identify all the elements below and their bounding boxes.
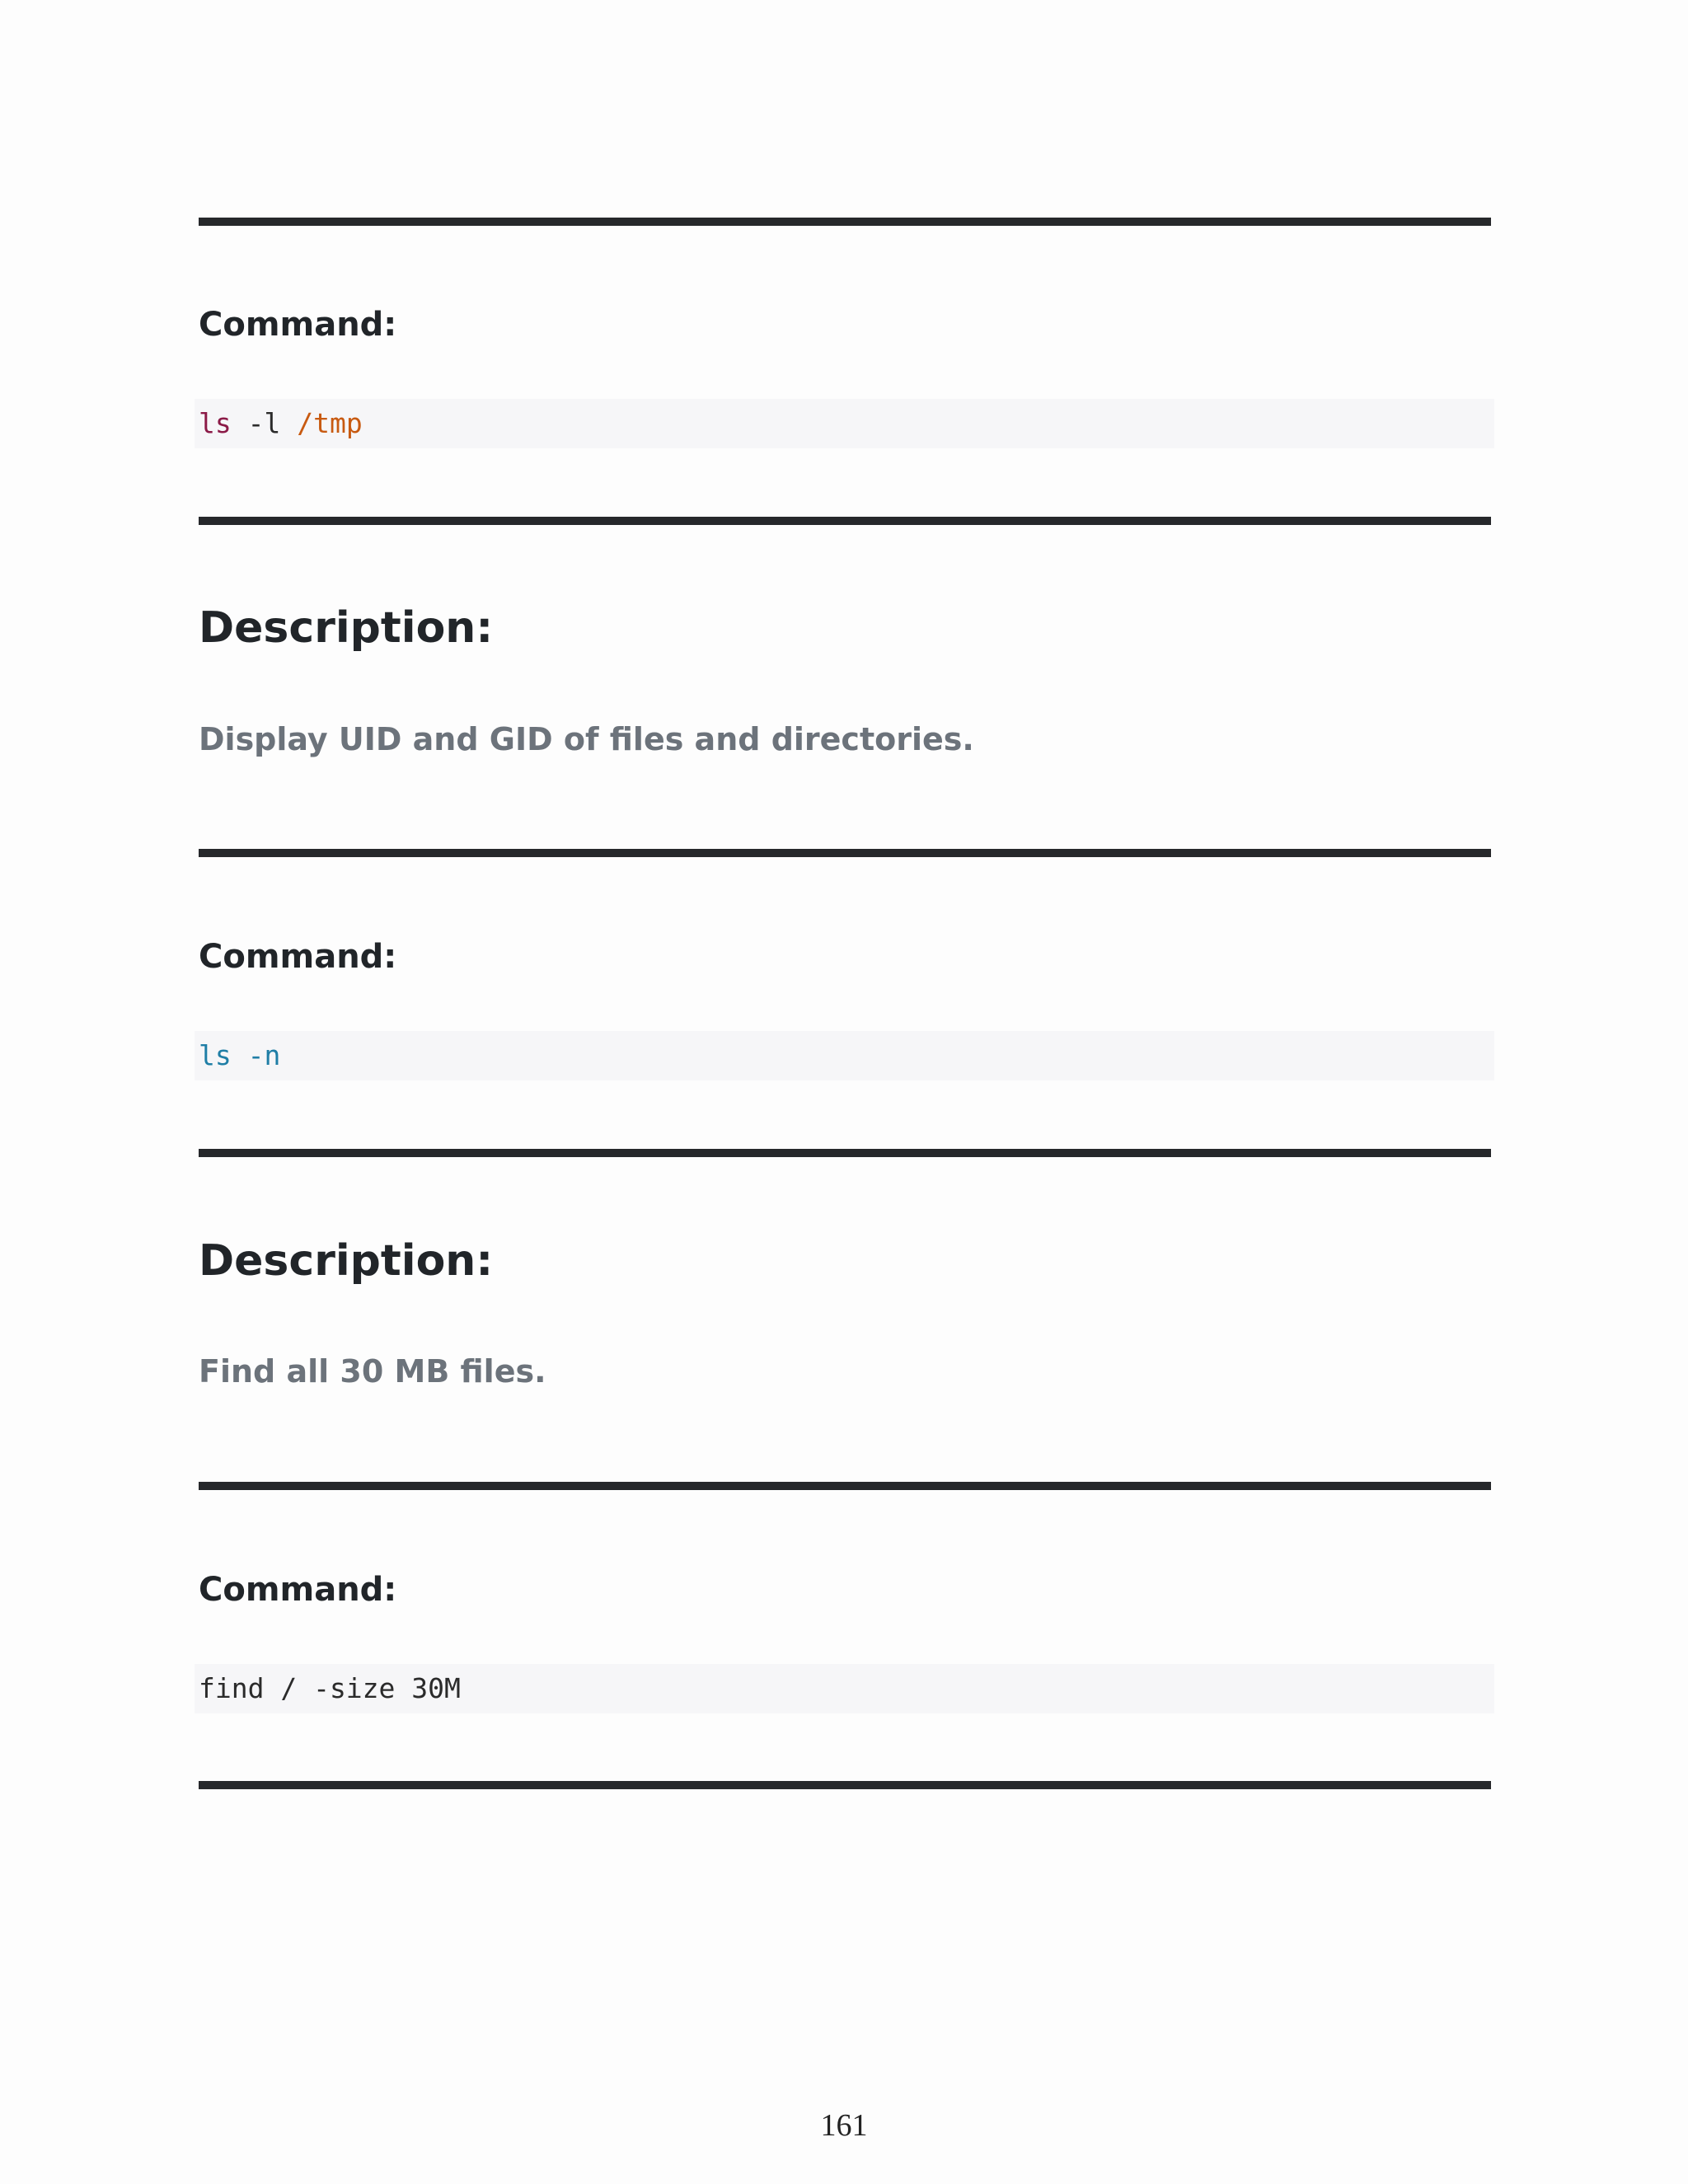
code-token: ls bbox=[199, 407, 232, 439]
command-label: Command: bbox=[199, 938, 397, 976]
description-heading: Description: bbox=[199, 1236, 494, 1286]
command-label: Command: bbox=[199, 306, 397, 344]
horizontal-rule bbox=[199, 517, 1491, 525]
horizontal-rule bbox=[199, 849, 1491, 857]
horizontal-rule bbox=[199, 1149, 1491, 1157]
description-heading: Description: bbox=[199, 603, 494, 653]
code-block bbox=[195, 1664, 1494, 1713]
horizontal-rule bbox=[199, 1781, 1491, 1789]
code-token: find / -size 30M bbox=[199, 1672, 461, 1704]
code-block bbox=[195, 1031, 1494, 1080]
code-line bbox=[199, 1038, 280, 1074]
code-token: ls -n bbox=[199, 1039, 281, 1071]
command-label: Command: bbox=[199, 1571, 397, 1609]
code-token: -l bbox=[231, 407, 298, 439]
horizontal-rule bbox=[199, 218, 1491, 226]
code-line bbox=[199, 1671, 461, 1707]
code-token: /tmp bbox=[297, 407, 363, 439]
code-line bbox=[199, 405, 363, 442]
page-number: 161 bbox=[820, 2108, 868, 2143]
code-block bbox=[195, 399, 1494, 448]
description-text: Display UID and GID of files and directories. bbox=[199, 721, 974, 757]
horizontal-rule bbox=[199, 1482, 1491, 1490]
description-text: Find all 30 MB files. bbox=[199, 1353, 546, 1390]
